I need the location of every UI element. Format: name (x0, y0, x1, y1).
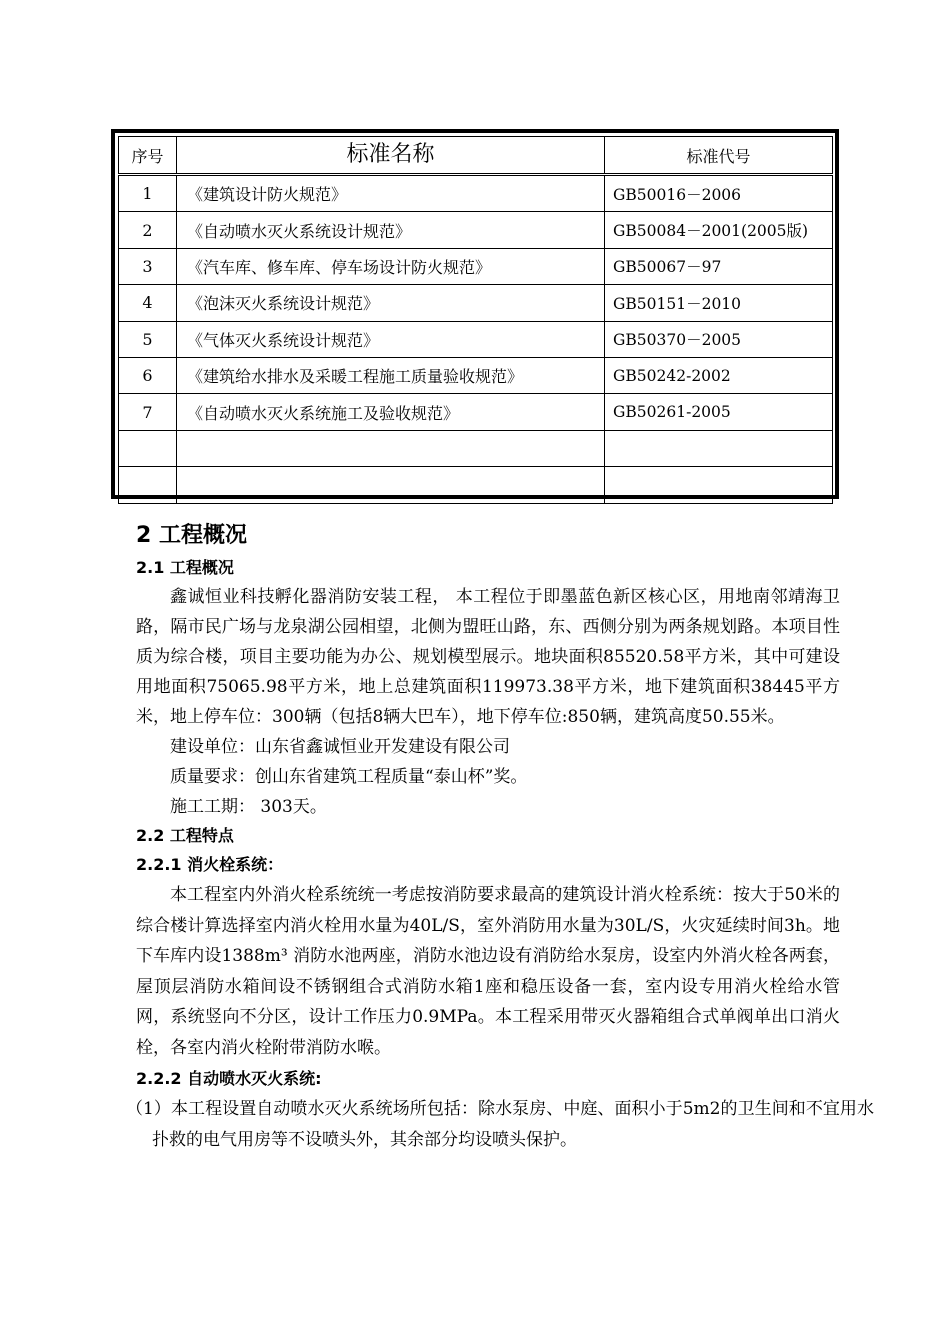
table-row (119, 394, 833, 430)
row-standard-code: GB50370－2005 (605, 321, 833, 357)
row-standard-name: 《气体灭火系统设计规范》 (177, 321, 605, 357)
section-heading-2-2-1: 2.2.1 消火栓系统： (136, 855, 284, 874)
standards-table-frame (111, 129, 839, 499)
row-index: 6 (119, 357, 177, 393)
row-standard-name: 《自动喷水灭火系统设计规范》 (177, 212, 605, 248)
row-standard-code: GB50016－2006 (605, 175, 833, 212)
row-index: 3 (119, 248, 177, 284)
row-standard-name (177, 467, 605, 503)
hydrant-system-paragraph: 本工程室内外消火栓系统统一考虑按消防要求最高的建筑设计消火栓系统：按大于50米的综合楼计算选择室内消火栓用水量为40L/S，室外消防用水量为30L/S，火灾延续时间3h。地下车库内设1388m³ 消防水池两座，消防水池边设有消防给水泵房，设室内外消火栓各两套，屋顶层消防水箱间设不锈钢组合式消防水箱1座和稳压设备一套，室内设专用消火栓给水管网，系统竖向不分区，设计工作压力0.9MPa。本工程采用带灭火器箱组合式单阀单出口消火栓，各室内消火栓附带消防水喉。 (136, 885, 840, 1058)
table-row (119, 285, 833, 321)
row-index: 1 (119, 175, 177, 212)
table-row (119, 321, 833, 357)
row-index: 5 (119, 321, 177, 357)
builder-line: 建设单位：山东省鑫诚恒业开发建设有限公司 (170, 737, 510, 757)
row-index (119, 467, 177, 503)
standards-table (118, 136, 833, 504)
header-standard-code: 标准代号 (605, 137, 833, 175)
row-standard-name: 《建筑给水排水及采暖工程施工质量验收规范》 (177, 357, 605, 393)
document-body (126, 518, 874, 1156)
row-standard-code: GB50242-2002 (605, 357, 833, 393)
section-heading-2-1: 2.1 工程概况 (136, 558, 234, 577)
row-index: 2 (119, 212, 177, 248)
table-row (119, 357, 833, 393)
period-line: 施工工期： 303天。 (170, 797, 327, 817)
section-heading-2-2: 2.2 工程特点 (136, 826, 234, 845)
section-heading-2-2-2: 2.2.2 自动喷水灭火系统: (136, 1068, 322, 1088)
row-standard-code: GB50084－2001(2005版) (605, 212, 833, 248)
row-index: 7 (119, 394, 177, 430)
quality-line: 质量要求：创山东省建筑工程质量“泰山杯”奖。 (170, 767, 528, 787)
row-standard-code (605, 430, 833, 466)
table-row (119, 175, 833, 212)
header-index: 序号 (119, 137, 177, 175)
header-standard-name: 标准名称 (177, 137, 605, 175)
row-standard-code: GB50261-2005 (605, 394, 833, 430)
table-header-row (119, 137, 833, 175)
row-standard-code (605, 467, 833, 503)
row-standard-name: 《建筑设计防火规范》 (177, 175, 605, 212)
table-row (119, 248, 833, 284)
section-heading-2: 2 工程概况 (136, 523, 247, 548)
row-standard-name: 《汽车库、修车库、停车场设计防火规范》 (177, 248, 605, 284)
row-standard-code: GB50067－97 (605, 248, 833, 284)
row-standard-name: 《泡沫灭火系统设计规范》 (177, 285, 605, 321)
row-standard-code: GB50151－2010 (605, 285, 833, 321)
row-index (119, 430, 177, 466)
sprinkler-item-1: （1）本工程设置自动喷水灭火系统场所包括：除水泵房、中庭、面积小于5m2的卫生间和不宜用水扑救的电气用房等不设喷头外，其余部分均设喷头保护。 (126, 1098, 874, 1150)
row-standard-name (177, 430, 605, 466)
row-standard-name: 《自动喷水灭火系统施工及验收规范》 (177, 394, 605, 430)
table-row-empty (119, 430, 833, 466)
row-index: 4 (119, 285, 177, 321)
table-row-empty (119, 467, 833, 503)
table-row (119, 212, 833, 248)
project-overview-paragraph: 鑫诚恒业科技孵化器消防安装工程， 本工程位于即墨蓝色新区核心区，用地南邻靖海卫路，隔市民广场与龙泉湖公园相望，北侧为盟旺山路，东、西侧分别为两条规划路。本项目性质为综合楼，项目主要功能为办公、规划模型展示。地块面积85520.58平方米，其中可建设用地面积75065.98平方米，地上总建筑面积119973.38平方米，地下建筑面积38445平方米，地上停车位：300辆（包括8辆大巴车），地下停车位:850辆，建筑高度50.55米。 (136, 587, 840, 727)
